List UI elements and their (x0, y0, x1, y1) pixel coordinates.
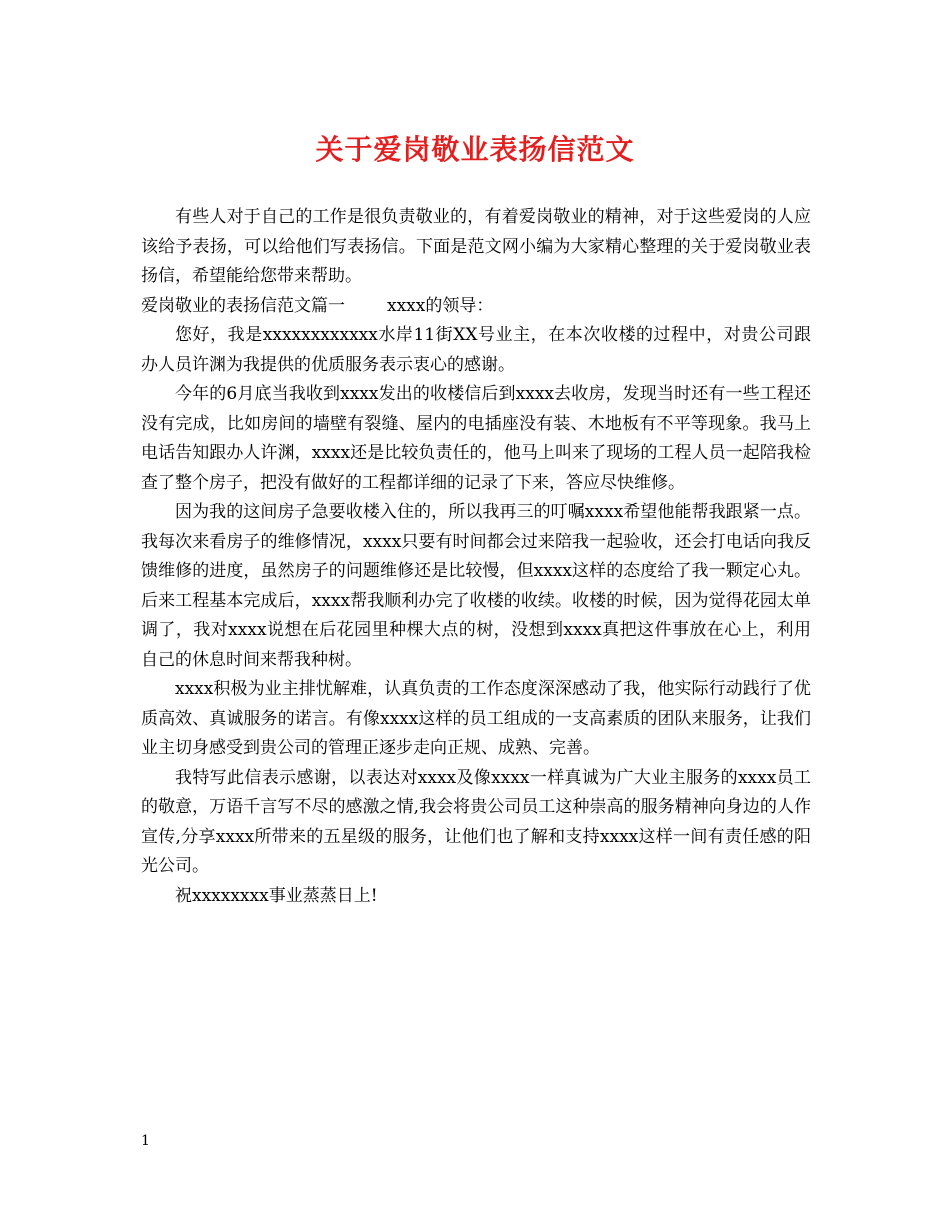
closing-paragraph: 祝xxxxxxxx事业蒸蒸日上! (175, 885, 378, 906)
intro-paragraph: 有些人对于自己的工作是很负责敬业的，有着爱岗敬业的精神，对于这些爱岗的人应该给予表扬，可以给他们写表扬信。下面是范文网小编为大家精心整理的关于爱岗敬业表扬信，希望能给您带来帮助。 (141, 207, 811, 286)
document-body (141, 203, 811, 911)
document-title: 关于爱岗敬业表扬信范文 (315, 133, 635, 166)
body-paragraph: 因为我的这间房子急要收楼入住的，所以我再三的叮嘱xxxx希望他能帮我跟紧一点。我每次来看房子的维修情况，xxxx只要有时间都会过来陪我一起验收，还会打电话向我反馈维修的进度，虽然房子的问题维修还是比较慢，但xxxx这样的态度给了我一颗定心丸。后来工程基本完成后，xxxx帮我顺利办完了收楼的收续。收楼的时候，因为觉得花园太单调了，我对xxxx说想在后花园里种棵大点的树，没想到xxxx真把这件事放在心上，利用自己的休息时间来帮我种树。 (141, 502, 811, 670)
body-paragraph: xxxx积极为业主排忧解难，认真负责的工作态度深深感动了我，他实际行动践行了优质高效、真诚服务的诺言。有像xxxx这样的员工组成的一支高素质的团队来服务，让我们业主切身感受到贵公司的管理正逐步走向正规、成熟、完善。 (141, 679, 811, 758)
page-number: 1 (141, 1133, 150, 1149)
body-paragraph: 今年的6月底当我收到xxxx发出的收楼信后到xxxx去收房，发现当时还有一些工程还没有完成，比如房间的墙壁有裂缝、屋内的电插座没有装、木地板有不平等现象。我马上电话告知跟办人许渊，xxxx还是比较负责任的，他马上叫来了现场的工程人员一起陪我检查了整个房子，把没有做好的工程都详细的记录了下来，答应尽快维修。 (141, 384, 811, 493)
body-paragraph: 您好，我是xxxxxxxxxxxx水岸11街XX号业主，在本次收楼的过程中，对贵公司跟办人员许渊为我提供的优质服务表示衷心的感谢。 (141, 325, 811, 375)
body-paragraph: 我特写此信表示感谢，以表达对xxxx及像xxxx一样真诚为广大业主服务的xxxx员工的敬意，万语千言写不尽的感激之情,我会将贵公司员工这种崇高的服务精神向身边的人作宣传,分享xxxx所带来的五星级的服务，让他们也了解和支持xxxx这样一间有责任感的阳光公司。 (141, 767, 811, 876)
salutation: xxxx的领导： (387, 295, 494, 316)
section-heading-line (141, 292, 811, 322)
section-heading: 爱岗敬业的表扬信范文篇一 (141, 295, 345, 316)
